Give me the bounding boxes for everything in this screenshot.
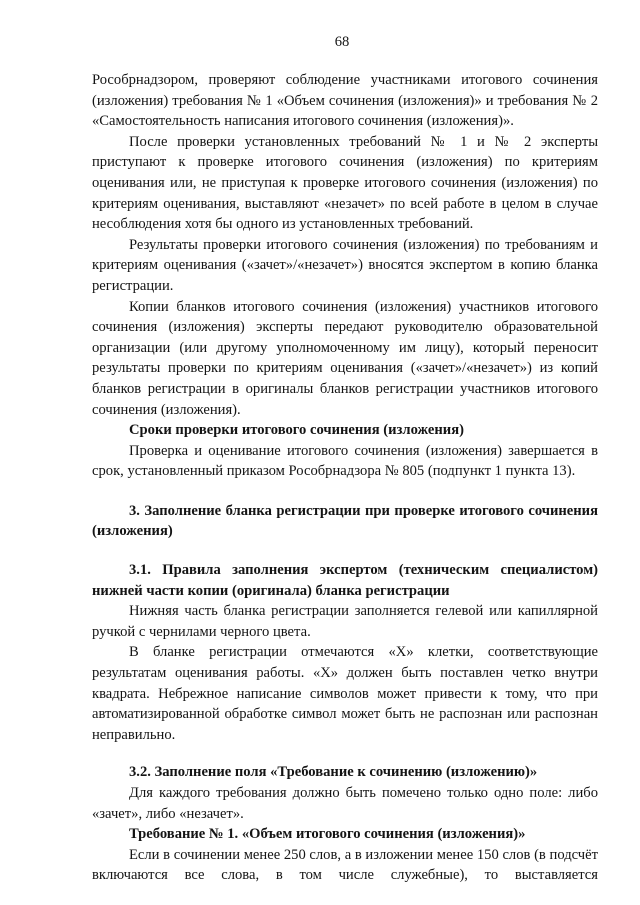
- paragraph-word-count: Если в сочинении менее 250 слов, а в изложении менее 150 слов (в подсчёт включаются все слова, в том числе служебные), то выставляется: [92, 846, 598, 884]
- paragraph-one-field: Для каждого требования должно быть помечено только одно поле: либо «зачет», либо «незачет».: [92, 785, 598, 822]
- paragraph-marking-rules: В бланке регистрации отмечаются «Х» клетки, соответствующие результатам оценивания работы. «Х» должен быть поставлен четко внутри квадрата. Небрежное написание символов может привести к тому, что при автоматизированной обработке символ может быть не распознан или распознан неправильно.: [92, 644, 598, 743]
- heading-check-terms: Сроки проверки итогового сочинения (изложения): [129, 422, 464, 439]
- page-number: 68: [334, 34, 350, 50]
- paragraph-continuation: Рособрнадзором, проверяют соблюдение участниками итогового сочинения (изложения) требования № 1 «Объем сочинения (изложения)» и требования № 2 «Самостоятельность написания итогового сочинения (изложения)».: [92, 72, 598, 130]
- requirement-1-heading: Требование № 1. «Объем итогового сочинения (изложения)»: [129, 826, 526, 843]
- paragraph-pen-rules: Нижняя часть бланка регистрации заполняется гелевой или капиллярной ручкой с чернилами черного цвета.: [92, 603, 598, 640]
- subsection-heading-3-2: 3.2. Заполнение поля «Требование к сочинению (изложению)»: [129, 764, 538, 781]
- paragraph-results: Результаты проверки итогового сочинения (изложения) по требованиям и критериям оценивания («зачет»/«незачет») вносятся экспертом в копию бланка регистрации.: [92, 236, 598, 294]
- section-heading-3: 3. Заполнение бланка регистрации при проверке итогового сочинения (изложения): [92, 502, 598, 540]
- paragraph-copies: Копии бланков итогового сочинения (изложения) участников итогового сочинения (изложения) эксперты передают руководителю образовательной организации (или другому уполномоченному им лицу), который переносит результаты проверки по критериям оценивания («зачет»/«незачет») из копий бланков регистрации в оригиналы бланков регистрации участников итогового сочинения (изложения).: [92, 298, 598, 418]
- subsection-heading-3-1: 3.1. Правила заполнения экспертом (техническим специалистом) нижней части копии (оригинала) бланка регистрации: [92, 562, 598, 599]
- paragraph-after-check: После проверки установленных требований № 1 и № 2 эксперты приступают к проверке итогового сочинения (изложения) по критериям оценивания или, не приступая к проверке итогового сочинения (изложения) по критериям оценивания, выставляют «незачет» по всей работе в целом в случае несоблюдения хотя бы одного из установленных требований.: [92, 133, 598, 233]
- paragraph-terms: Проверка и оценивание итогового сочинения (изложения) завершается в срок, установленный приказом Рособрнадзора № 805 (подпункт 1 пункта 13).: [92, 442, 598, 480]
- document-page: [92, 32, 598, 886]
